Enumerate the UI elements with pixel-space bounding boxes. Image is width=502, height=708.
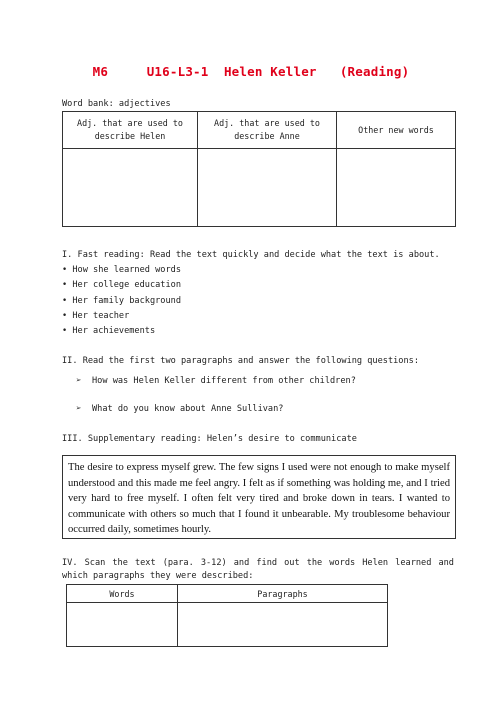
list-item: • How she learned words (62, 265, 181, 276)
list-item: • Her teacher (62, 310, 130, 321)
helen-adjectives-header: Adj. that are used to describe Helen (63, 112, 198, 149)
other-words-header: Other new words (337, 112, 456, 149)
list-item: • Her achievements (62, 326, 156, 337)
paragraphs-header: Paragraphs (178, 585, 388, 603)
paragraphs-cell[interactable] (178, 603, 388, 647)
question-text: How was Helen Keller different from other children? (92, 376, 356, 386)
words-cell[interactable] (67, 603, 178, 647)
words-table (66, 584, 388, 647)
question-text: What do you know about Anne Sullivan? (92, 404, 284, 414)
arrow-bullet-icon: ➢ (76, 404, 82, 414)
page-title: M6 U16-L3-1 Helen Keller (Reading) (92, 64, 410, 79)
helen-adjectives-cell[interactable] (63, 149, 198, 227)
word-bank-label: Word bank: adjectives (62, 99, 171, 109)
words-header: Words (67, 585, 178, 603)
fast-reading-section (62, 248, 440, 339)
anne-adjectives-cell[interactable] (198, 149, 337, 227)
section-heading: III. Supplementary reading: Helen’s desire to communicate (62, 434, 357, 444)
section-heading: IV. Scan the text (para. 3-12) and find out the words Helen learned and which paragraphs they were described: (62, 558, 454, 581)
question-item (76, 404, 283, 414)
section-heading: I. Fast reading: Read the text quickly and decide what the text is about. (62, 250, 440, 260)
section-heading: II. Read the first two paragraphs and answer the following questions: (62, 356, 419, 366)
arrow-bullet-icon: ➢ (76, 376, 82, 386)
question-item (76, 376, 356, 386)
list-item: • Her college education (62, 280, 181, 291)
list-item: • Her family background (62, 295, 181, 306)
word-bank-table (62, 111, 456, 227)
other-words-cell[interactable] (337, 149, 456, 227)
anne-adjectives-header: Adj. that are used to describe Anne (198, 112, 337, 149)
supplementary-passage: The desire to express myself grew. The few signs I used were not enough to make myself understood and this made me feel angry. I felt as if something was holding me, and I tried very hard to free myself. I often felt very tired and broke down in tears. I wanted to communicate with others so much that I found it unbearable. My troublesome behaviour occurred daily, sometimes hourly. (62, 455, 456, 539)
